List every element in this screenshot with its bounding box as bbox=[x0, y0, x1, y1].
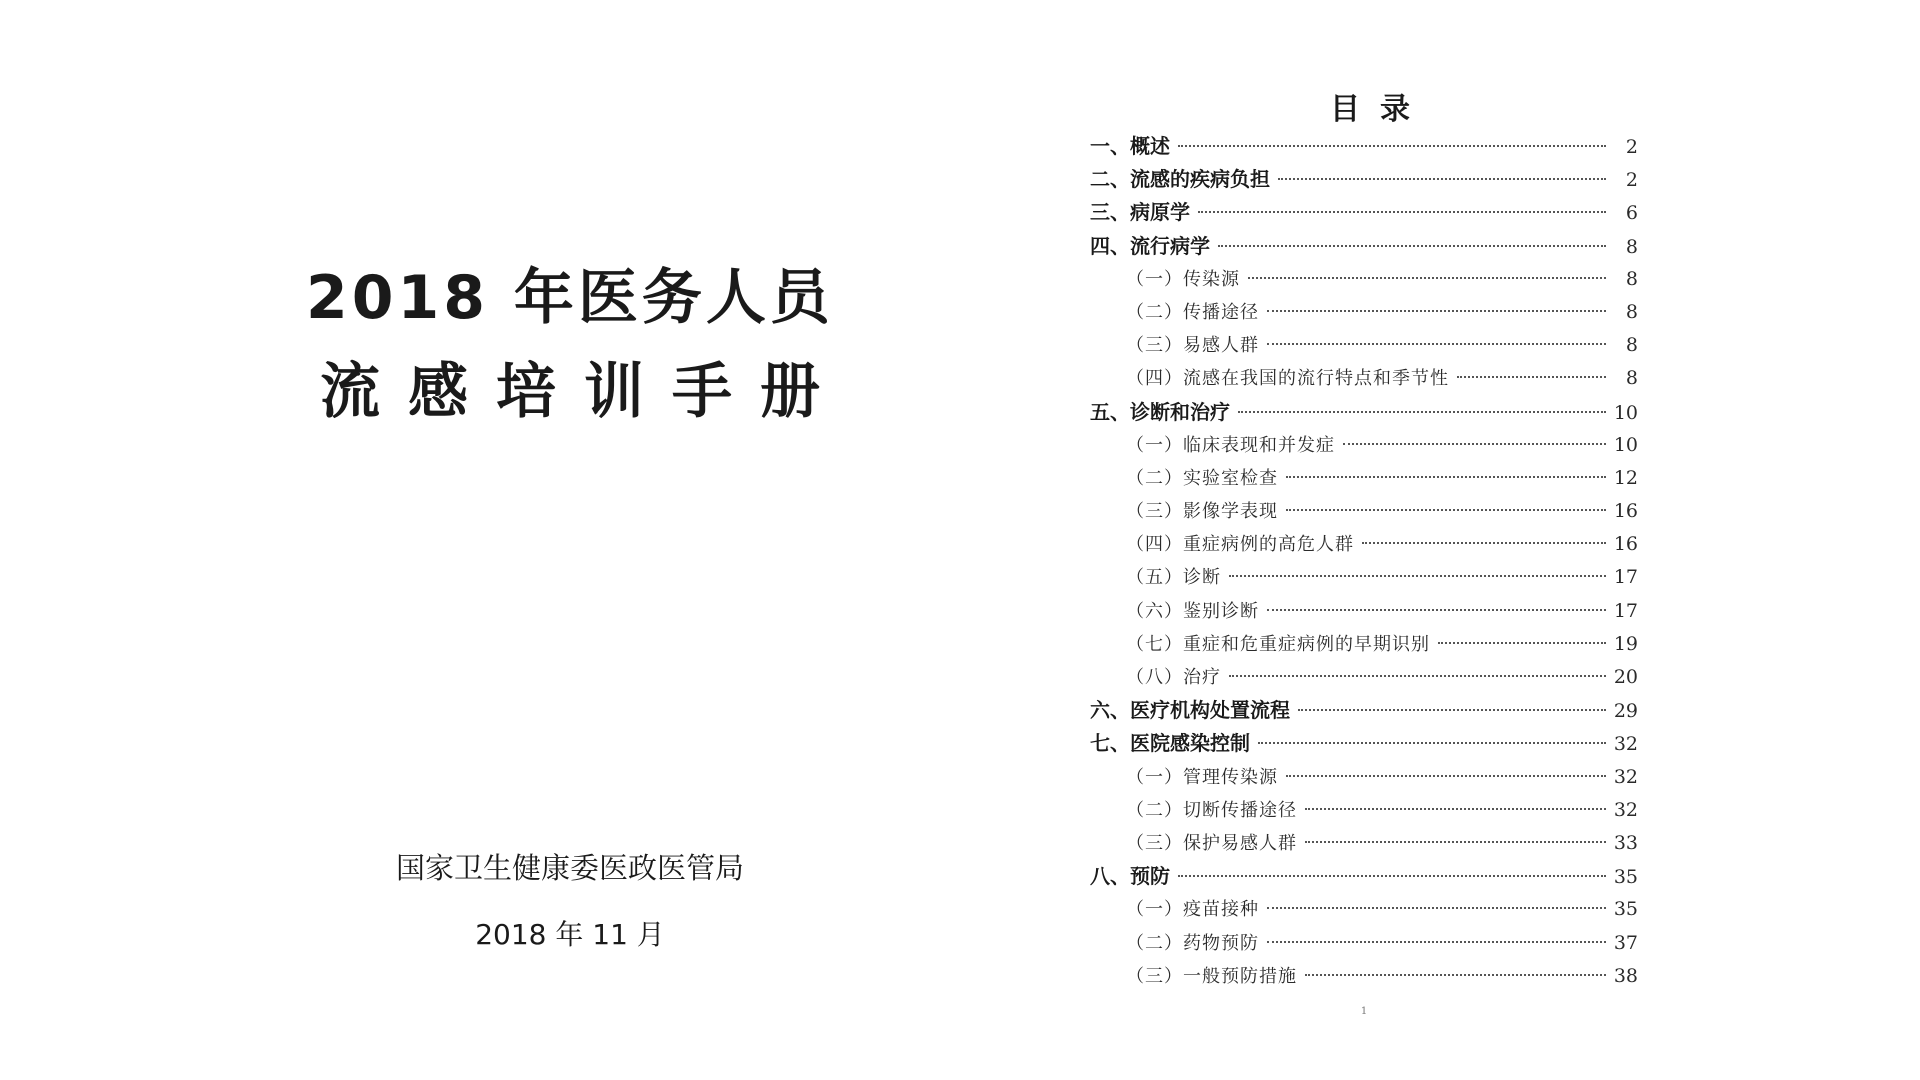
toc-dot-leader bbox=[1286, 509, 1606, 511]
toc-entry-label: 四、流行病学 bbox=[1090, 233, 1210, 258]
toc-footer-page-number: 1 bbox=[1360, 1006, 1368, 1017]
toc-dot-leader bbox=[1438, 642, 1606, 644]
toc-entry-page-number: 10 bbox=[1613, 433, 1638, 456]
toc-entry-page-number: 32 bbox=[1613, 733, 1638, 756]
toc-entry[interactable] bbox=[1090, 462, 1638, 495]
toc-entry-page-number: 32 bbox=[1613, 765, 1638, 788]
toc-dot-leader bbox=[1305, 841, 1606, 843]
cover-date: 2018 年 11 月 bbox=[475, 918, 665, 951]
toc-entry-page-number: 8 bbox=[1625, 367, 1638, 390]
toc-entry-label: （一）临床表现和并发症 bbox=[1126, 434, 1335, 456]
toc-entry[interactable] bbox=[1090, 694, 1638, 727]
toc-dot-leader bbox=[1267, 343, 1606, 345]
toc-dot-leader bbox=[1229, 675, 1606, 677]
toc-entry[interactable] bbox=[1090, 362, 1638, 395]
toc-entry-label: （四）流感在我国的流行特点和季节性 bbox=[1126, 368, 1449, 390]
toc-dot-leader bbox=[1198, 211, 1606, 213]
toc-entry-label: （六）鉴别诊断 bbox=[1126, 600, 1259, 622]
toc-entry[interactable] bbox=[1090, 661, 1638, 694]
toc-entry-label: 一、概述 bbox=[1090, 134, 1170, 158]
toc-entry-label: （七）重症和危重症病例的早期识别 bbox=[1126, 633, 1430, 655]
toc-entry-page-number: 35 bbox=[1613, 898, 1638, 921]
toc-dot-leader bbox=[1238, 411, 1606, 413]
toc-entry[interactable] bbox=[1090, 429, 1638, 462]
toc-dot-leader bbox=[1457, 376, 1606, 378]
toc-entry-page-number: 16 bbox=[1613, 500, 1638, 523]
toc-entry[interactable] bbox=[1090, 727, 1638, 760]
toc-entry-label: （一）管理传染源 bbox=[1126, 766, 1278, 788]
toc-entry-label: （四）重症病例的高危人群 bbox=[1126, 534, 1354, 556]
toc-entry-page-number: 20 bbox=[1613, 666, 1638, 688]
toc-entry[interactable] bbox=[1090, 130, 1638, 163]
toc-entry-page-number: 8 bbox=[1625, 300, 1638, 323]
toc-entry[interactable] bbox=[1090, 794, 1638, 827]
toc-dot-leader bbox=[1278, 178, 1606, 180]
toc-entry-label: （三）易感人群 bbox=[1126, 335, 1259, 357]
toc-entry[interactable] bbox=[1090, 196, 1638, 229]
toc-entry[interactable] bbox=[1090, 163, 1638, 196]
toc-entry[interactable] bbox=[1090, 296, 1638, 329]
toc-dot-leader bbox=[1178, 145, 1606, 147]
toc-entry-page-number: 8 bbox=[1625, 235, 1638, 258]
toc-entry-label: （二）切断传播途径 bbox=[1126, 799, 1297, 821]
toc-entry-label: （三）一般预防措施 bbox=[1126, 965, 1297, 987]
toc-entry-label: （二）实验室检查 bbox=[1126, 467, 1278, 489]
toc-entry[interactable] bbox=[1090, 396, 1638, 429]
toc-entry-page-number: 12 bbox=[1613, 466, 1638, 489]
toc-entry-page-number: 29 bbox=[1613, 700, 1638, 723]
toc-entry-page-number: 17 bbox=[1613, 566, 1638, 589]
toc-list bbox=[1090, 130, 1638, 993]
cover-title-line-1: 2018 年医务人员 bbox=[306, 263, 834, 333]
toc-entry-page-number: 8 bbox=[1625, 334, 1638, 357]
toc-dot-leader bbox=[1305, 974, 1606, 976]
toc-entry-page-number: 10 bbox=[1613, 401, 1638, 424]
toc-entry-label: 五、诊断和治疗 bbox=[1090, 399, 1230, 424]
toc-entry[interactable] bbox=[1090, 263, 1638, 296]
toc-dot-leader bbox=[1229, 575, 1606, 577]
toc-dot-leader bbox=[1218, 245, 1606, 247]
toc-dot-leader bbox=[1267, 907, 1606, 909]
toc-entry[interactable] bbox=[1090, 628, 1638, 661]
toc-entry-page-number: 8 bbox=[1625, 267, 1638, 290]
toc-dot-leader bbox=[1305, 808, 1606, 810]
toc-entry-label: 七、医院感染控制 bbox=[1090, 731, 1250, 756]
toc-dot-leader bbox=[1343, 443, 1606, 445]
toc-entry-page-number: 2 bbox=[1625, 169, 1638, 192]
toc-dot-leader bbox=[1267, 941, 1606, 943]
toc-entry[interactable] bbox=[1090, 893, 1638, 926]
toc-dot-leader bbox=[1178, 875, 1606, 877]
toc-dot-leader bbox=[1267, 310, 1606, 312]
toc-entry[interactable] bbox=[1090, 561, 1638, 594]
toc-dot-leader bbox=[1362, 542, 1606, 544]
toc-entry[interactable] bbox=[1090, 960, 1638, 993]
toc-dot-leader bbox=[1298, 709, 1606, 711]
toc-entry[interactable] bbox=[1090, 495, 1638, 528]
toc-entry-label: （五）诊断 bbox=[1126, 567, 1221, 589]
toc-entry-page-number: 2 bbox=[1625, 136, 1638, 158]
toc-entry-page-number: 19 bbox=[1613, 632, 1638, 655]
toc-entry-page-number: 6 bbox=[1625, 202, 1638, 225]
toc-entry-label: 二、流感的疾病负担 bbox=[1090, 167, 1270, 192]
toc-entry-label: （一）传染源 bbox=[1126, 268, 1240, 290]
toc-dot-leader bbox=[1248, 277, 1606, 279]
toc-dot-leader bbox=[1267, 609, 1606, 611]
toc-entry-label: （三）影像学表现 bbox=[1126, 501, 1278, 523]
cover-title-line-2: 流感培训手册 bbox=[320, 357, 848, 427]
toc-entry-label: （八）治疗 bbox=[1126, 667, 1221, 688]
toc-entry-label: 三、病原学 bbox=[1090, 200, 1190, 225]
toc-entry[interactable] bbox=[1090, 860, 1638, 893]
toc-entry-label: （二）药物预防 bbox=[1126, 932, 1259, 954]
toc-entry[interactable] bbox=[1090, 329, 1638, 362]
toc-entry-page-number: 33 bbox=[1613, 831, 1638, 854]
toc-entry-page-number: 17 bbox=[1613, 599, 1638, 622]
toc-entry-page-number: 32 bbox=[1613, 798, 1638, 821]
toc-entry-label: 八、预防 bbox=[1090, 864, 1170, 889]
toc-entry-label: （三）保护易感人群 bbox=[1126, 832, 1297, 854]
toc-entry-label: 六、医疗机构处置流程 bbox=[1090, 698, 1290, 723]
toc-dot-leader bbox=[1258, 742, 1606, 744]
toc-entry-page-number: 16 bbox=[1613, 533, 1638, 556]
toc-entry[interactable] bbox=[1090, 595, 1638, 628]
toc-dot-leader bbox=[1286, 476, 1606, 478]
toc-heading: 目录 bbox=[1330, 92, 1430, 127]
toc-entry-page-number: 38 bbox=[1613, 964, 1638, 987]
toc-entry-page-number: 37 bbox=[1613, 931, 1638, 954]
toc-entry[interactable] bbox=[1090, 827, 1638, 860]
toc-entry[interactable] bbox=[1090, 230, 1638, 263]
cover-issuer: 国家卫生健康委医政医管局 bbox=[395, 851, 744, 885]
toc-entry-page-number: 35 bbox=[1613, 866, 1638, 889]
toc-entry[interactable] bbox=[1090, 761, 1638, 794]
table-of-contents bbox=[1090, 0, 1650, 1080]
toc-entry[interactable] bbox=[1090, 927, 1638, 960]
toc-entry-label: （一）疫苗接种 bbox=[1126, 899, 1259, 921]
toc-entry[interactable] bbox=[1090, 528, 1638, 561]
toc-entry-label: （二）传播途径 bbox=[1126, 301, 1259, 323]
toc-dot-leader bbox=[1286, 775, 1606, 777]
